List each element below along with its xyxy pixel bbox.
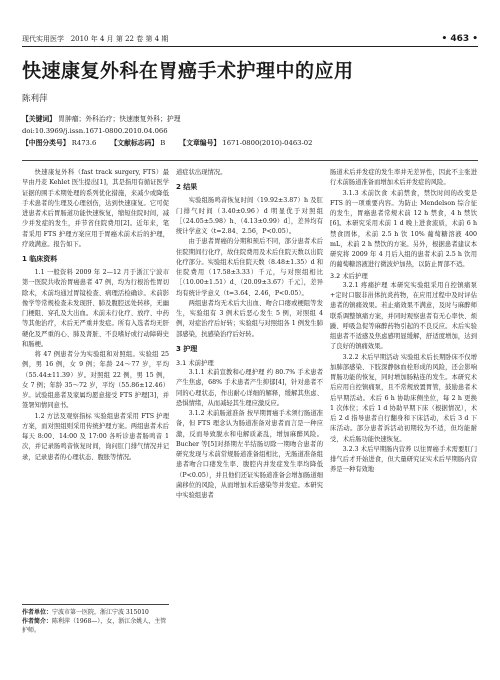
paragraph-methods: 1.2 方法及观察指标 实验组患者采用 FTS 护理方案，而对照组则采用传统护理方案。两组患者术后每天 8:00、14:00 及 17:00 各听诊患者肠鸣音 1 次，并记录肠鸣音恢复时间，询问肛门排气情况并记录，记录患者的心理状态、腹胀等情况。 xyxy=(22,412,169,461)
paragraph-groups: 将 47 例患者分为实验组和对照组。实验组 25 例，男 16 例，女 9 例；年龄 24～77 岁，平均（55.44±11.39）岁。对照组 22 例，男 15 例，女 7 例；年龄 35～72 岁，平均（55.86±12.46）岁。试验组患者及家属均愿意接受 FTS 护理[3]，并签署知情同意书。 xyxy=(22,351,169,410)
paragraph-enteral-nutrition: 3.2.3 术后早期肠内营养 以往胃癌手术需要肛门排气后才开始进食，但大量研究证实术后早期肠内营养是一种有效地 xyxy=(330,445,477,474)
meta-rule xyxy=(22,160,478,161)
journal-issue xyxy=(22,34,168,44)
paragraph-results-bowel: 实验组肠鸣音恢复时间（19.92±3.87）h 及肛门排气时间（3.40±0.96）d 明显优于对照组［（24.05±5.98）h、（4.13±0.99）d］，差异均有统计学意义（t=2.84、2.56，P<0.05）。 xyxy=(176,197,323,235)
doi: doi:10.3969/j.issn.1671-0800.2010.04.066 xyxy=(22,127,168,135)
keywords-label: 【关键词】 xyxy=(22,115,56,123)
author-footnote xyxy=(22,604,169,635)
author-unit-line xyxy=(22,608,169,617)
paragraph-preop-diet: 3.1.3 术前饮食 术前禁食，禁饮时间的改变是 FTS 的一项重要内容。为防止 Mendelson 综合征的发生，胃癌患者常规术前 12 h 禁食，4 h 禁饮[6]。本研究采用术前 1 d 晚上进食流质，术前 6 h 禁食固体，术前 2.5 h 饮 10% 葡萄糖溶液 400 mL，术前 2 h 禁饮的方案。另外，根据患者建议本研究将 2009 年 4 月后入组的患者术前 2.5 h 饮用的葡萄糖溶液进行微波炉加热，以防止胃部不适。 xyxy=(330,189,477,269)
article-no-value: 1671-0800(2010)-0463-02 xyxy=(222,139,313,147)
unit-value: 宁波市第一医院，浙江宁波 315010 xyxy=(52,609,149,616)
classification-row xyxy=(22,137,478,149)
clc-label: 【中图分类号】 xyxy=(22,139,70,147)
article-meta xyxy=(22,113,478,149)
bio-label: 作者简介： xyxy=(22,618,53,625)
keywords: 胃肿瘤；外科治疗；快速康复外科；护理 xyxy=(58,115,181,123)
unit-label: 作者单位： xyxy=(22,609,53,616)
column-1 xyxy=(22,168,169,668)
doc-code-value: B xyxy=(160,139,166,147)
clc-value: R473.6 xyxy=(71,139,97,147)
paragraph-bowel-prep: 3.1.2 术前肠道准备 按早期胃癌手术须行肠道准备，但 FTS 理念认为肠道准备对患者而言是一种应激，反而导致脱水和电解质紊乱，增加麻醉风险。Bucher 等[5]对择期左半结肠切除一期吻合患者的研究发现与术前常规肠道准备组相比，无肠道准备组患者吻合口瘘发生率、腹腔内并发症发生率均降低（P<0.05），并且他们还证实肠道准备会增加肠道细菌移位的风险，从而增加术后感染等并发症。本研究中实验组患者 xyxy=(176,410,323,499)
article-title: 快速康复外科在胃癌手术护理中的应用 xyxy=(22,60,354,82)
section-heading-results: 2 结果 xyxy=(176,183,198,192)
issue-info: 2010 年 4 月 第 22 卷 第 4 期 xyxy=(70,35,169,43)
journal-name: 现代实用医学 xyxy=(22,35,64,43)
paragraph-continued: 道症状出现情况。 xyxy=(176,169,227,176)
keywords-row xyxy=(22,113,478,125)
bio-value: 陈利萍（1968—），女，浙江余姚人，主管护师。 xyxy=(22,618,167,634)
doc-code-label: 【文献标志码】 xyxy=(110,139,159,147)
paragraph-preop-education: 3.1.1 术前宣教和心理护理 约 80.7% 手术患者产生焦虑，68% 手术患者产生抑郁[4]，针对患者不同的心理状态，作出耐心详细的解释，缓解其焦虑、恐惧情绪，从而减轻其生理应激反应。 xyxy=(176,369,323,407)
section-heading-clinical-data: 1 临床资料 xyxy=(22,255,58,263)
page-number: • 463 • xyxy=(441,34,478,44)
column-2 xyxy=(176,168,323,668)
paragraph-results-cost: 由于患者胃癌的分期和预后不同，部分患者术后住院期间行化疗，故住院费用及术后住院天数以出院化疗部分。实验组术后住院天数（8.48±1.35）d 和住院费用（17.58±3.33）千元，与对照组相比［（10.00±1.51）d、（20.09±3.67）千元］，差异均有统计学意义（t=3.64、2.46，P<0.05）。 xyxy=(176,238,323,297)
paragraph-pain-care: 3.2.1 疼痛护理 本研究实验组采用自控镇痛泵+定时口服非甾体抗炎药物，在应用过程中及时评估患者的镇痛效果。若止痛效果不满意，及时与麻醉师联系调整镇痛方案，并同时观察患者有无心率快、烦躁、呼吸急促等麻醉药物引起的不良反应。术后实验组患者不适感及焦虑感明显缓解，舒适度增加，达到了良好的镇痛效果。 xyxy=(330,281,477,351)
running-head xyxy=(22,30,478,44)
section-heading-nursing: 3 护理 xyxy=(176,344,198,353)
column-3 xyxy=(330,168,477,668)
author-bio-line xyxy=(22,617,169,635)
doi-row xyxy=(22,125,478,137)
paragraph-general-data: 1.1 一般资料 2009 年 2—12 月于浙江宁波市第一医院共收治胃癌患者 47 例，均为行根治性胃切除术，术前均通过胃镜检查、病理活检确诊。术前影像学等常规检查未发现肝、肺及腹腔远处转移，无幽门梗阻、穿孔及大出血。术前未行化疗、放疗、中药等其他治疗，术后无严重并发症。所有入选者均无肝硬化及严重的心、肺及肾脏、不良嗜好或行动障碍史和肠梗。 xyxy=(22,269,169,348)
subheading-postop: 3.2 术后护理 xyxy=(330,271,368,280)
paragraph-continued-2: 肠道术后并发症的发生率并无差异性，因此不主张进行术前肠道准备而增加术后并发症的风险。 xyxy=(330,169,477,187)
intro-paragraph: 快速康复外科（fast track surgery, FTS）最早由丹麦 Kehlet 医生提出[1]，其是指用有循证医学证据的围手术期处理的系列优化措施，来减少或降低手术患者的生理及心理创伤，达到快速康复。它可促进患者术后胃肠道功能快速恢复，缩短住院时间，减少并发症的发生，并节省住院费用[2]。近年来，笔者采用 FTS 护理方案应用于胃癌术前术后的护理，疗效满意。报告如下。 xyxy=(22,169,169,248)
article-no-label: 【文章编号】 xyxy=(179,139,221,147)
subheading-preop: 3.1 术前护理 xyxy=(176,358,214,367)
header-rule xyxy=(22,46,478,47)
paragraph-results-complications: 两组患者均无术后大出血、吻合口瘘或梗阻等发生，实验组有 3 例术后恶心发生 5 例，对照组 4 例，对症治疗后好转；实验组与对照组各 1 例发生肺部感染，抗感染治疗后好转。 xyxy=(176,299,323,338)
author-line: 陈利萍 xyxy=(22,94,48,104)
paragraph-early-activity: 3.2.2 术后早期活动 实验组术后长期卧床不仅增加肺部感染、下肢深静脉血栓形成的风险，还会影响胃肠功能的恢复，同时增加肠粘连的发生。本研究术后应用自控镇痛泵，且不常规放置胃管，鼓励患者术后早期活动。术后 6 h 协助床侧坐位，每 2 h 更换 1 次体位；术后 1 d 协助早期下床（根据情况），术后 2 d 指导患者自行翻身和下床活动，术后 3 d 下床活动。部分患者诉活动初期较为不适，但均能耐受，术后肠功能快速恢复。 xyxy=(330,353,477,443)
